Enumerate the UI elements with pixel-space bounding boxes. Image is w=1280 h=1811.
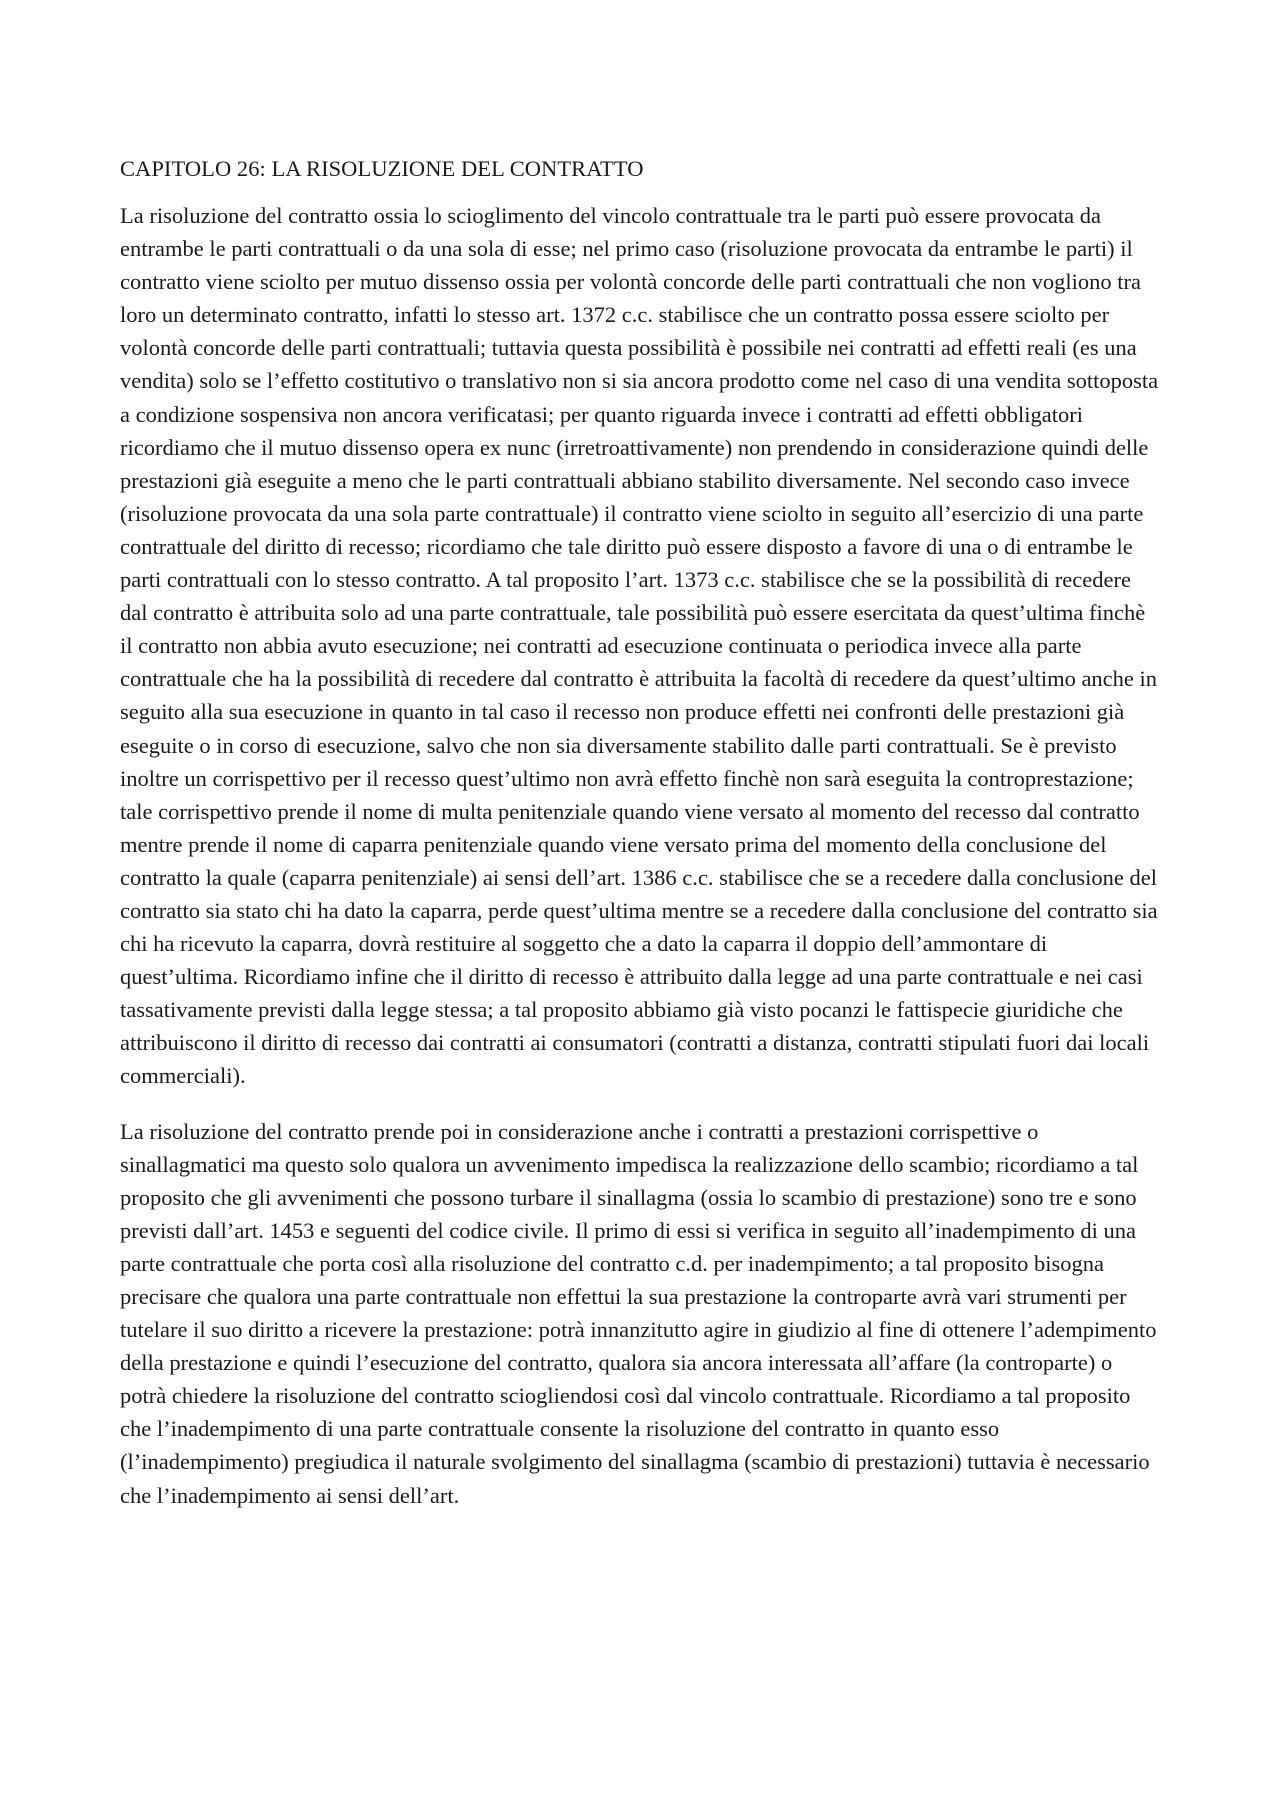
paragraph-recesso: La risoluzione del contratto ossia lo scioglimento del vincolo contrattuale tra le parti può essere provocata da entrambe le parti contrattuali o da una sola di esse; nel primo caso (risoluzione provocata da entrambe le parti) il contratto viene sciolto per mutuo dissenso ossia per volontà concorde delle parti contrattuali che non vogliono tra loro un determinato contratto, infatti lo stesso art. 1372 c.c. stabilisce che un contratto possa essere sciolto per volontà concorde delle parti contrattuali; tuttavia questa possibilità è possibile nei contratti ad effetti reali (es una vendita) solo se l’effetto costitutivo o translativo non si sia ancora prodotto come nel caso di una vendita sottoposta a condizione sospensiva non ancora verificatasi; per quanto riguarda invece i contratti ad effetti obbligatori ricordiamo che il mutuo dissenso opera ex nunc (irretroattivamente) non prendendo in considerazione quindi delle prestazioni già eseguite a meno che le parti contrattuali abbiano stabilito diversamente. Nel secondo caso invece (risoluzione provocata da una sola parte contrattuale) il contratto viene sciolto in seguito all’esercizio di una parte contrattuale del diritto di recesso; ricordiamo che tale diritto può essere disposto a favore di una o di entrambe le parti contrattuali con lo stesso contratto. A tal proposito l’art. 1373 c.c. stabilisce che se la possibilità di recedere dal contratto è attribuita solo ad una parte contrattuale, tale possibilità può essere esercitata da quest’ultima finchè il contratto non abbia avuto esecuzione; nei contratti ad esecuzione continuata o periodica invece alla parte contrattuale che ha la possibilità di recedere dal contratto è attribuita la facoltà di recedere da quest’ultimo anche in seguito alla sua esecuzione in quanto in tal caso il recesso non produce effetti nei confronti delle prestazioni già eseguite o in corso di esecuzione, salvo che non sia diversamente stabilito dalle parti contrattuali. Se è previsto inoltre un corrispettivo per il recesso quest’ultimo non avrà effetto finchè non sarà eseguita la controprestazione; tale corrispettivo prende il nome di multa penitenziale quando viene versato al momento del recesso dal contratto mentre prende il nome di caparra penitenziale quando viene versato prima del momento della conclusione del contratto la quale (caparra penitenziale) ai sensi dell’art. 1386 c.c. stabilisce che se a recedere dalla conclusione del contratto sia stato chi ha dato la caparra, perde quest’ultima mentre se a recedere dalla conclusione del contratto sia chi ha ricevuto la caparra, dovrà restituire al soggetto che a dato la caparra il doppio dell’ammontare di quest’ultima. Ricordiamo infine che il diritto di recesso è attribuito dalla legge ad una parte contrattuale e nei casi tassativamente previsti dalla legge stessa; a tal proposito abbiamo già visto pocanzi le fattispecie giuridiche che attribuiscono il diritto di recesso dai contratti ai consumatori (contratti a distanza, contratti stipulati fuori dai locali commerciali). bbox=[120, 203, 1159, 1089]
chapter-heading: CAPITOLO 26: LA RISOLUZIONE DEL CONTRATTO bbox=[120, 156, 644, 181]
paragraph-inadempimento: La risoluzione del contratto prende poi in considerazione anche i contratti a prestazioni corrispettive o sinallagmatici ma questo solo qualora un avvenimento impedisca la realizzazione dello scambio; ricordiamo a tal proposito che gli avvenimenti che possono turbare il sinallagma (ossia lo scambio di prestazione) sono tre e sono previsti dall’art. 1453 e seguenti del codice civile. Il primo di essi si verifica in seguito all’inadempimento di una parte contrattuale che porta così alla risoluzione del contratto c.d. per inadempimento; a tal proposito bisogna precisare che qualora una parte contrattuale non effettui la sua prestazione la controparte avrà vari strumenti per tutelare il suo diritto a ricevere la prestazione: potrà innanzitutto agire in giudizio al fine di ottenere l’adempimento della prestazione e quindi l’esecuzione del contratto, qualora sia ancora interessata all’affare (la controparte) o potrà chiedere la risoluzione del contratto sciogliendosi così dal vincolo contrattuale. Ricordiamo a tal proposito che l’inadempimento di una parte contrattuale consente la risoluzione del contratto in quanto esso (l’inadempimento) pregiudica il naturale svolgimento del sinallagma (scambio di prestazioni) tuttavia è necessario che l’inadempimento ai sensi dell’art. bbox=[120, 1118, 1157, 1508]
